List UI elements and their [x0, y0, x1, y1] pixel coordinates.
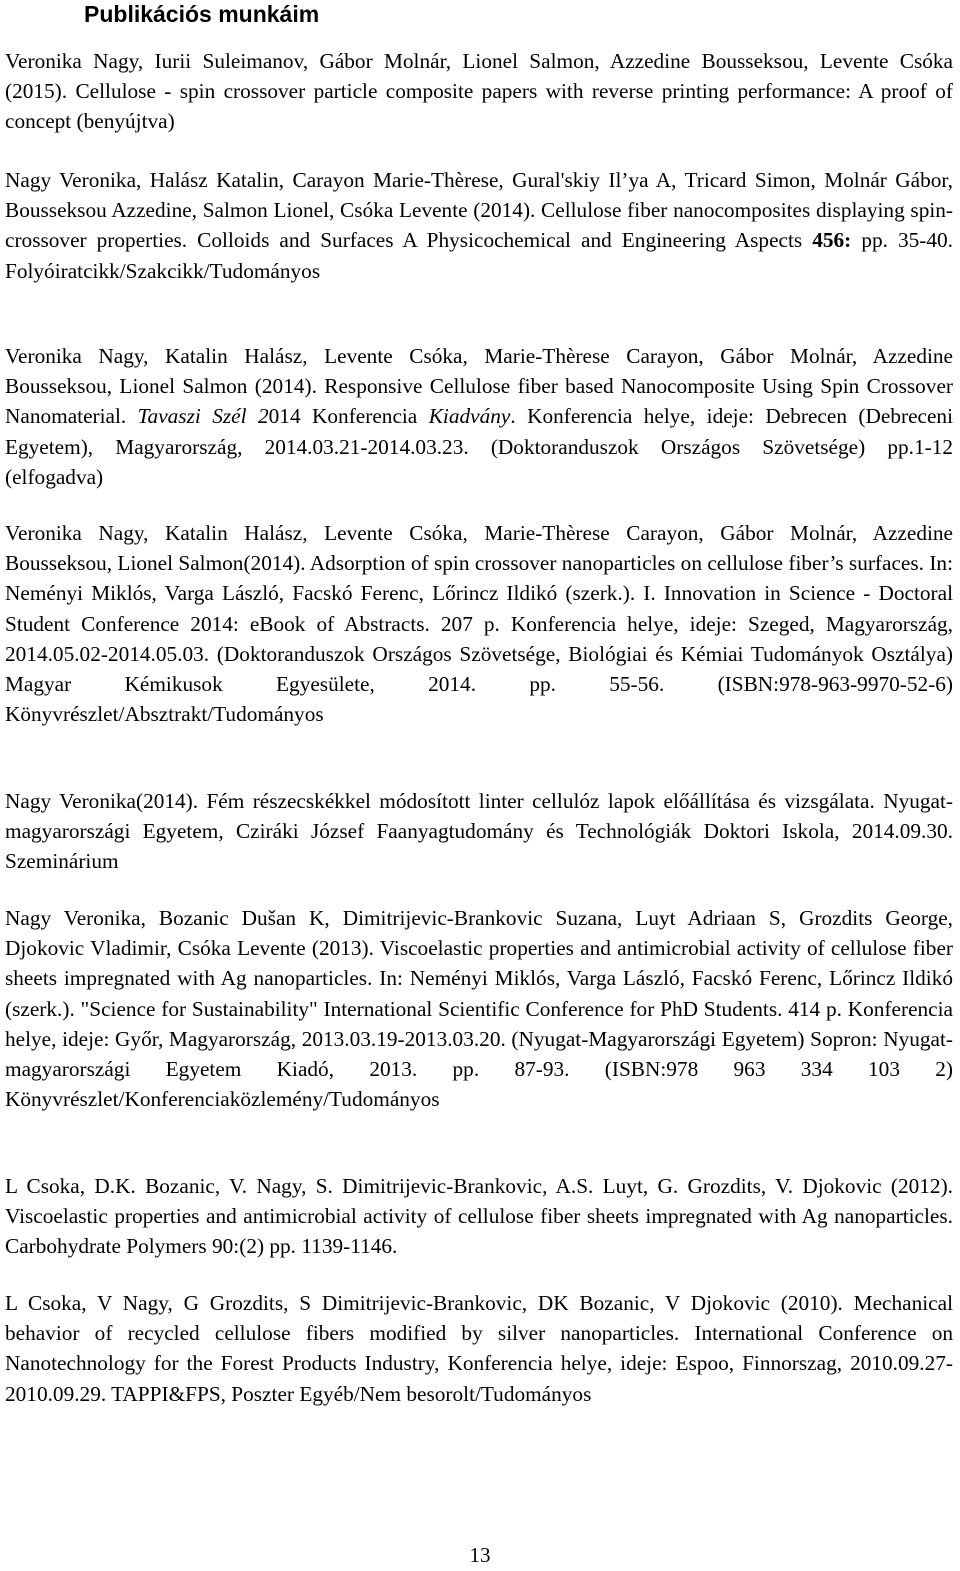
publication-entry-3	[5, 341, 953, 492]
entry-3-text-part2: 014 Konferencia	[268, 404, 429, 429]
entry-6-text: Nagy Veronika, Bozanic Dušan K, Dimitrijevic-Brankovic Suzana, Luyt Adriaan S, Grozdits George, Djokovic Vladimir, Csóka Levente (2013). Viscoelastic properties and antimicrobial activity of cellulose fiber sheets impregnated with Ag nanoparticles. In: Neményi Miklós, Varga László, Facskó Ferenc, Lőrincz Ildikó (szerk.). "Science for Sustainability" International Scientific Conference for PhD Students. 414 p. Konferencia helye, ideje: Győr, Magyarország, 2013.03.19-2013.03.20. (Nyugat-Magyarországi Egyetem) Sopron: Nyugat-magyarországi Egyetem Kiadó, 2013. pp. 87-93. (ISBN:978 963 334 103 2) Könyvrészlet/Konferenciaközlemény/Tudományos	[5, 906, 953, 1112]
entry-5-text: Nagy Veronika(2014). Fém részecskékkel módosított linter cellulóz lapok előállítása és vizsgálata. Nyugat-magyarországi Egyetem, Cziráki József Faanyagtudomány és Technológiák Doktori Iskola, 2014.09.30. Szeminárium	[5, 789, 953, 874]
publication-entry-1	[5, 46, 953, 137]
publication-entry-4	[5, 518, 953, 729]
publication-entry-6	[5, 903, 953, 1114]
entry-3-text-part1: Veronika Nagy, Katalin Halász, Levente Csóka, Marie-Thèrese Carayon, Gábor Molnár, Azzedine Bousseksou, Lionel Salmon (2014). Responsive Cellulose fiber based Nanocomposite Using Spin Crossover Nanomaterial.	[5, 344, 953, 429]
entry-3-italic-kiadvany: Kiadvány	[428, 404, 511, 429]
publication-entry-5	[5, 786, 953, 877]
publication-entry-8	[5, 1288, 953, 1409]
entry-3-text-part3: . Konferencia helye, ideje: Debrecen (Debreceni Egyetem), Magyarország, 2014.03.21-2014.03.23. (Doktoranduszok Országos Szövetsége) pp.1-12 (elfogadva)	[5, 404, 953, 489]
entry-1-text: Veronika Nagy, Iurii Suleimanov, Gábor Molnár, Lionel Salmon, Azzedine Bousseksou, Levente Csóka (2015). Cellulose - spin crossover particle composite papers with reverse printing performance: A proof of concept (benyújtva)	[5, 49, 953, 134]
entry-2-volume: 456:	[812, 228, 852, 253]
page-number: 13	[469, 1543, 491, 1567]
entry-3-italic-event: Tavaszi Szél 2	[137, 404, 269, 429]
entry-8-text: L Csoka, V Nagy, G Grozdits, S Dimitrijevic-Brankovic, DK Bozanic, V Djokovic (2010). Mechanical behavior of recycled cellulose fibers modified by silver nanoparticles. International Conference on Nanotechnology for the Forest Products Industry, Konferencia helye, ideje: Espoo, Finnorszag, 2010.09.27-2010.09.29. TAPPI&FPS, Poszter Egyéb/Nem besorolt/Tudományos	[5, 1291, 953, 1406]
entry-4-text: Veronika Nagy, Katalin Halász, Levente Csóka, Marie-Thèrese Carayon, Gábor Molnár, Azzedine Bousseksou, Lionel Salmon(2014). Adsorption of spin crossover nanoparticles on cellulose fiber’s surfaces. In: Neményi Miklós, Varga László, Facskó Ferenc, Lőrincz Ildikó (szerk.). I. Innovation in Science - Doctoral Student Conference 2014: eBook of Abstracts. 207 p. Konferencia helye, ideje: Szeged, Magyarország, 2014.05.02-2014.05.03. (Doktoranduszok Országos Szövetsége, Biológiai és Kémiai Tudományok Osztálya) Magyar Kémikusok Egyesülete, 2014. pp. 55-56. (ISBN:978-963-9970-52-6) Könyvrészlet/Absztrakt/Tudományos	[5, 521, 953, 727]
section-title: Publikációs munkáim	[84, 1, 320, 27]
publication-entry-7	[5, 1171, 953, 1262]
entry-2-text-part1: Nagy Veronika, Halász Katalin, Carayon Marie-Thèrese, Gural'skiy Il’ya A, Tricard Simon, Molnár Gábor, Bousseksou Azzedine, Salmon Lionel, Csóka Levente (2014). Cellulose fiber nanocomposites displaying spin-crossover properties. Colloids and Surfaces A Physicochemical and Engineering Aspects	[5, 168, 953, 253]
entry-7-text: L Csoka, D.K. Bozanic, V. Nagy, S. Dimitrijevic-Brankovic, A.S. Luyt, G. Grozdits, V. Djokovic (2012). Viscoelastic properties and antimicrobial activity of cellulose fiber sheets impregnated with Ag nanoparticles. Carbohydrate Polymers 90:(2) pp. 1139-1146.	[5, 1174, 953, 1259]
entry-2-text-part2: pp. 35-40. Folyóiratcikk/Szakcikk/Tudományos	[5, 228, 954, 283]
publication-entry-2	[5, 165, 953, 286]
